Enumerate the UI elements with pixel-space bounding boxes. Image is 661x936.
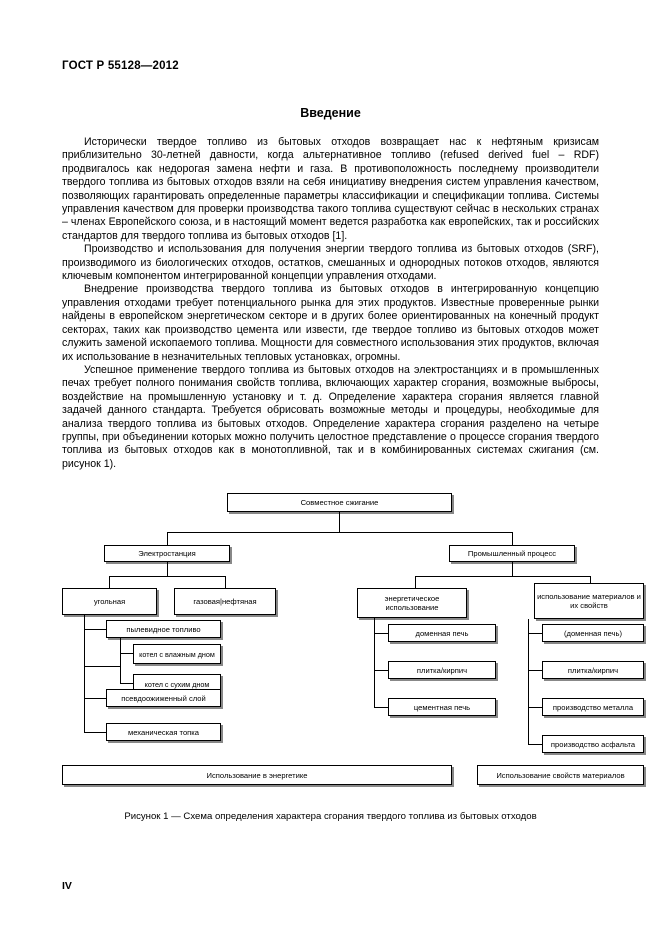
node-blast-furnace: доменная печь — [388, 624, 496, 642]
node-fluidized-bed: псевдоожиженный слой — [106, 689, 221, 707]
node-material-use: использование материалов и их свойств — [534, 583, 644, 619]
paragraph-1: Исторически твердое топливо из бытовых отходов возвращает нас к нефтяным кризисам приблизительно 30-летней давности, когда альтернативное топливо (refused derived fuel – RDF) продвигалось как недорогая замена нефти и газа. В противоположность последнему производители твердого топлива из бытовых отходов взяли на себя инициативу внедрения систем управления качеством, позволяющих гарантировать определенные параметры классификации и спецификации топлива. Системы управления качеством для проверки производства такого топлива существуют сейчас в нескольких странах – членах Европейского союза, и в настоящий момент ведется разработка как европейских, так и российских стандартов для твердого топлива из бытовых отходов [1]. — [62, 136, 599, 242]
node-energy-usage-bar: Использование в энергетике — [62, 765, 452, 785]
standard-code: ГОСТ Р 55128—2012 — [62, 60, 179, 72]
node-asphalt-production: производство асфальта — [542, 735, 644, 753]
node-boiler-dry: котел с сухим дном — [133, 674, 221, 694]
node-blast-furnace-secondary: (доменная печь) — [542, 624, 644, 642]
figure-caption: Рисунок 1 — Схема определения характера сгорания твердого топлива из бытовых отходов — [124, 811, 537, 823]
node-material-usage-bar: Использование свойств материалов — [477, 765, 644, 785]
paragraph-4: Успешное применение твердого топлива из бытовых отходов на электростанциях и в промышленных печах требует полного понимания свойств топлива, включающих характер сгорания, возможные выбросы, воздействие на промышленную установку и т. д. Определение характера сгорания является главной задачей данного стандарта. Требуется обрисовать возможные методы и процедуры, необходимые для анализа твердого топлива из бытовых отходов. Определение характера сгорания разделено на четыре группы, при объединении которых можно получить целостное представление о процессе сгорания твердого топлива из бытовых отходов как в монотопливной, так и в комбинированных системах сжигания (см. рисунок 1). — [62, 363, 599, 470]
node-metal-production: производство металла — [542, 698, 644, 716]
node-pulverized-fuel: пылевидное топливо — [106, 620, 221, 638]
node-boiler-wet: котел с влажным дном — [133, 644, 221, 664]
node-industrial-process: Промышленный процесс — [449, 545, 575, 562]
paragraph-2: Производство и использования для получения энергии твердого топлива из бытовых отходов (SRF), производимого из биологических отходов, остатков, смешанных и однородных потоков отходов, являются ключевым компонентом интегрированной концепции управления отходами. — [62, 243, 599, 283]
paragraph-3: Внедрение производства твердого топлива из бытовых отходов в интегрированную концепцию управления отходами требует потенциального рынка для этих продуктов. Известные проверенные рынки найдены в европейском энергетическом секторе и в других более ориентированных на конечный продукт секторах, таких как производство цемента или извести, где твердое топливо из бытовых отходов может служить заменой ископаемого топлива. Мощности для совместного использования этих продуктов, включая их использование в незначительных тепловых установках, огромны. — [62, 283, 599, 363]
node-energy-use: энергетическое использование — [357, 588, 467, 618]
node-tile-brick: плитка/кирпич — [388, 661, 496, 679]
node-coal: угольная — [62, 588, 157, 615]
node-power-plant: Электростанция — [104, 545, 230, 562]
node-gas-oil: газовая|нефтяная — [174, 588, 276, 615]
figure-diagram — [62, 493, 641, 823]
node-mechanical-grate: механическая топка — [106, 723, 221, 741]
node-cement-kiln: цементная печь — [388, 698, 496, 716]
page-number: IV — [62, 880, 72, 892]
node-tile-brick-secondary: плитка/кирпич — [542, 661, 644, 679]
page-title: Введение — [300, 106, 361, 120]
node-root: Совместное сжигание — [227, 493, 452, 512]
